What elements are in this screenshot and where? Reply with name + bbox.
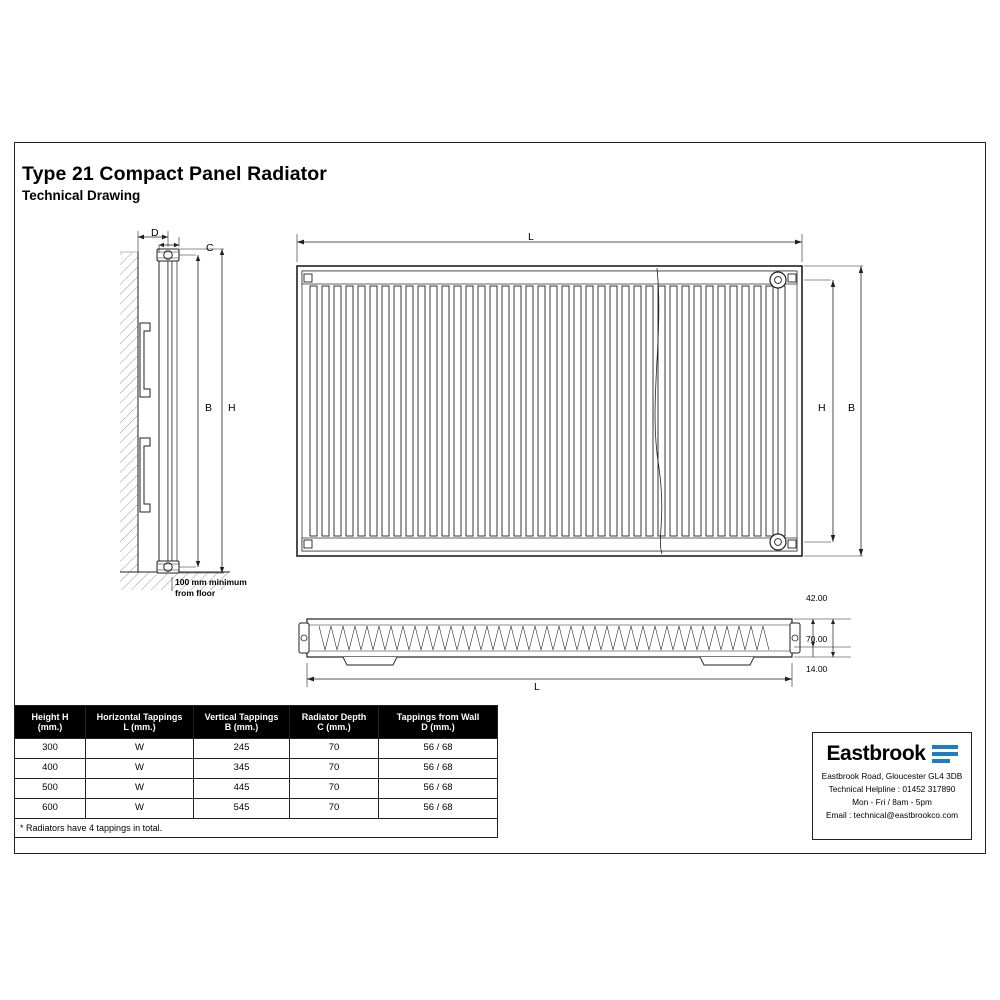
cell-radiator-depth: 70	[290, 739, 379, 759]
brand-name: Eastbrook	[826, 742, 926, 765]
table-header-horizontal-tappings-line1: Horizontal Tappings	[96, 711, 183, 722]
table-header-vertical-tappings-line1: Vertical Tappings	[204, 711, 279, 722]
cell-radiator-depth: 70	[290, 759, 379, 779]
side-view-dim-h-label: H	[228, 402, 236, 414]
table-row	[15, 759, 498, 779]
cell-vertical-tappings: 445	[194, 779, 290, 799]
table-row	[15, 799, 498, 819]
cell-vertical-tappings: 545	[194, 799, 290, 819]
side-view-dim-b-label: B	[205, 402, 213, 414]
table-header-height-line1: Height H	[31, 711, 69, 722]
table-header-height	[15, 706, 86, 739]
cell-vertical-tappings: 345	[194, 759, 290, 779]
table-row	[15, 779, 498, 799]
top-view-dim-14-label: 14.00	[806, 664, 828, 674]
table-header-row	[15, 706, 498, 739]
table-header-height-line2: (mm.)	[37, 722, 63, 732]
front-view-dim-b-label: B	[848, 402, 856, 414]
top-view-dim-70-label: 70.00	[806, 634, 828, 644]
floor-clearance-note-line2: from floor	[175, 588, 216, 598]
table-header-tappings-from-wall-line1: Tappings from Wall	[396, 711, 480, 722]
top-view-dim-l-label: L	[534, 681, 540, 693]
eastbrook-bars-icon	[932, 744, 958, 764]
cell-height: 300	[15, 739, 86, 759]
brand-hours: Mon - Fri / 8am - 5pm	[852, 796, 932, 807]
brand-panel	[812, 732, 972, 840]
cell-height: 600	[15, 799, 86, 819]
table-footnote: * Radiators have 4 tappings in total.	[15, 819, 498, 838]
cell-vertical-tappings: 245	[194, 739, 290, 759]
table-header-radiator-depth-line1: Radiator Depth	[301, 711, 367, 722]
front-view-dim-h-label: H	[818, 402, 826, 414]
table-header-horizontal-tappings	[86, 706, 194, 739]
table-footnote-row	[15, 819, 498, 838]
side-view	[100, 225, 250, 615]
floor-clearance-note-line1: 100 mm minimum	[175, 577, 247, 587]
cell-tappings-from-wall: 56 / 68	[379, 739, 498, 759]
cell-horizontal-tappings: W	[86, 739, 194, 759]
cell-horizontal-tappings: W	[86, 799, 194, 819]
table-header-radiator-depth	[290, 706, 379, 739]
cell-tappings-from-wall: 56 / 68	[379, 759, 498, 779]
top-view-dim-42-label: 42.00	[806, 593, 828, 603]
brand-address: Eastbrook Road, Gloucester GL4 3DB	[821, 771, 963, 781]
brand-logo	[813, 742, 971, 766]
side-view-dim-c-label: C	[206, 242, 214, 254]
table-header-vertical-tappings-line2: B (mm.)	[224, 722, 259, 732]
dimensions-table	[14, 705, 498, 838]
brand-contact	[813, 770, 971, 821]
brand-email: Email : technical@eastbrookco.com	[825, 809, 958, 820]
side-view-dim-d-label: D	[151, 227, 159, 239]
table-row	[15, 739, 498, 759]
table-header-tappings-from-wall-line2: D (mm.)	[421, 722, 455, 732]
table-header-radiator-depth-line2: C (mm.)	[317, 722, 351, 732]
table-header-vertical-tappings	[194, 706, 290, 739]
cell-height: 400	[15, 759, 86, 779]
table-header-tappings-from-wall	[379, 706, 498, 739]
brand-helpline: Technical Helpline : 01452 317890	[828, 783, 956, 794]
front-view-dim-l-label: L	[528, 231, 534, 243]
cell-horizontal-tappings: W	[86, 779, 194, 799]
cell-tappings-from-wall: 56 / 68	[379, 799, 498, 819]
cell-radiator-depth: 70	[290, 779, 379, 799]
cell-height: 500	[15, 779, 86, 799]
cell-radiator-depth: 70	[290, 799, 379, 819]
top-view	[285, 605, 875, 700]
page-title: Type 21 Compact Panel Radiator	[22, 163, 327, 185]
cell-horizontal-tappings: W	[86, 759, 194, 779]
cell-tappings-from-wall: 56 / 68	[379, 779, 498, 799]
page-subtitle: Technical Drawing	[22, 188, 141, 203]
front-view	[285, 228, 875, 568]
table-header-horizontal-tappings-line2: L (mm.)	[123, 722, 156, 732]
